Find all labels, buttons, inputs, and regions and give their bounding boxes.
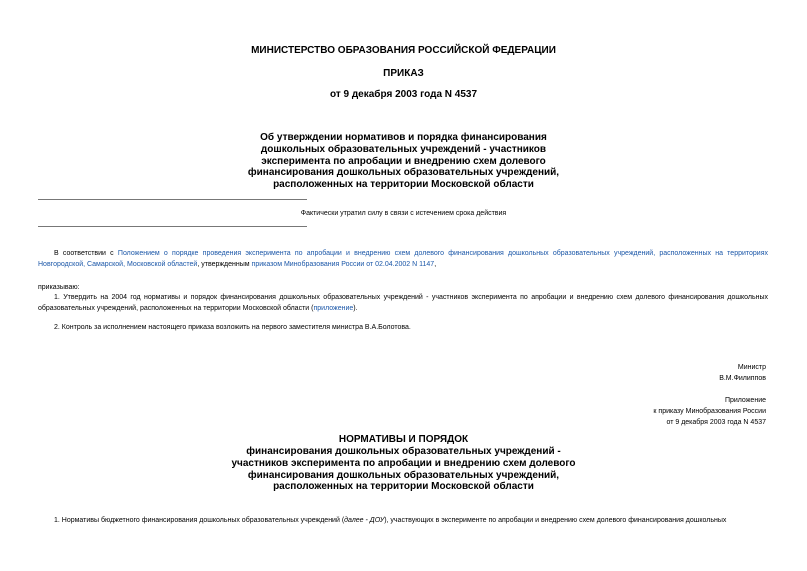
norms-subtitle-line: участников эксперимента по апробации и внедрению схем долевого [231, 457, 576, 469]
ministry-heading: МИНИСТЕРСТВО ОБРАЗОВАНИЯ РОССИЙСКОЙ ФЕДЕРАЦИИ [251, 45, 556, 56]
order-item-1 [38, 292, 768, 314]
appendix-label: Приложение [724, 397, 766, 404]
norms-p1-italic: далее - ДОУ [344, 517, 385, 524]
order-date-number: от 9 декабря 2003 года N 4537 [329, 89, 478, 100]
preamble-text-mid: , утвержденным [197, 261, 252, 268]
order-word: приказываю: [38, 284, 80, 291]
appendix-date-number: от 9 декабря 2003 года N 4537 [666, 419, 766, 426]
subject-line: расположенных на территории Московской области [273, 179, 534, 191]
norms-subtitle-line: финансирования дошкольных образовательных учреждений - [246, 446, 561, 457]
order-item-2: 2. Контроль за исполнением настоящего приказа возложить на первого заместителя министра В.А.Болотова. [54, 324, 411, 331]
subject-line: дошкольных образовательных учреждений - участников [260, 143, 547, 155]
preamble-paragraph [38, 248, 768, 270]
preamble-text-end: , [434, 261, 437, 268]
preamble-text: В соответствии с [54, 250, 118, 257]
norms-p1-text: 1. Нормативы бюджетного финансирования дошкольных образовательных учреждений ( [54, 517, 345, 524]
divider-bottom [38, 226, 307, 227]
appendix-to-order: к приказу Минобразования России [653, 408, 766, 415]
norms-title: НОРМАТИВЫ И ПОРЯДОК [338, 434, 469, 445]
doc-type-heading: ПРИКАЗ [383, 68, 424, 79]
appendix-link[interactable]: приложение [313, 305, 354, 312]
norms-paragraph-1 [38, 515, 768, 526]
norms-subtitle [0, 446, 807, 493]
signature-position: Министр [737, 364, 766, 371]
subject-line: Об утверждении нормативов и порядка финансирования [260, 132, 547, 143]
item-1-text: 1. Утвердить на 2004 год нормативы и порядок финансирования дошкольных образовательных учреждений - участников эксперимента по апробации и внедрению схем долевого финансирования дошкольных образовательных учреждений, расположенных на территории Московской области ( [38, 294, 768, 312]
order-subject [0, 132, 807, 191]
norms-p1-end: ), участвующих в эксперименте по апробации и внедрению схем долевого финансирования дошкольных [384, 517, 727, 524]
appendix-block [653, 395, 766, 428]
signature-block [719, 362, 766, 384]
item-1-end: ). [353, 305, 358, 312]
status-note: Фактически утратил силу в связи с истечением срока действия [300, 210, 507, 217]
divider-top [38, 199, 307, 200]
norms-subtitle-line: финансирования дошкольных образовательных учреждений, [247, 469, 560, 481]
subject-line: финансирования дошкольных образовательных учреждений, [247, 167, 560, 179]
norms-subtitle-line: расположенных на территории Московской области [273, 481, 534, 493]
signature-name: В.М.Филиппов [719, 375, 766, 382]
order-1147-link[interactable]: приказом Минобразования России от 02.04.2002 N 1147 [251, 261, 435, 268]
subject-line: эксперимента по апробации и внедрению схем долевого [261, 155, 546, 167]
regulation-link[interactable]: Положением о порядке проведения эксперимента по апробации и внедрению схем долевого финансирования дошкольных образовательных учреждений, расположенных на территориях Новгородской, Самарской, Московской областей [38, 250, 769, 268]
